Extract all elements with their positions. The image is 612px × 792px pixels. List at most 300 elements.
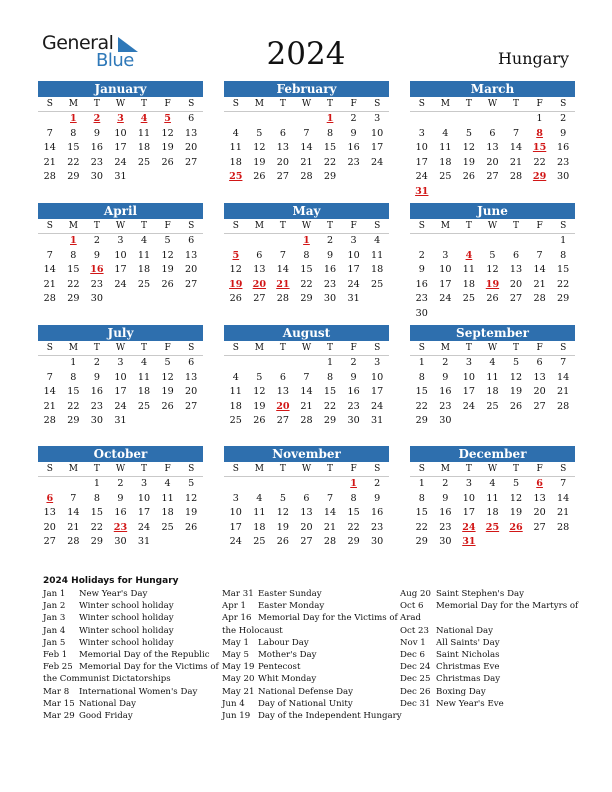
calendar-day: 10 [114, 371, 127, 383]
holiday-name: Memorial Day for the Victims of [79, 662, 219, 673]
holiday-entry [222, 588, 402, 600]
calendar-day: 23 [90, 400, 104, 412]
holiday-name: International Women's Day [79, 686, 198, 697]
calendar-day: 29 [300, 293, 313, 305]
month-july [38, 325, 203, 429]
holiday-entry [43, 612, 223, 624]
weekday-label: S [365, 97, 389, 112]
calendar-day: 11 [486, 371, 499, 383]
calendar-day: 9 [560, 127, 567, 139]
holiday-name: Saint Nicholas [436, 650, 500, 661]
holiday-entry [43, 625, 223, 637]
calendar-day: 14 [300, 142, 313, 154]
calendar-day: 23 [90, 156, 104, 168]
calendar-day: 22 [323, 400, 337, 412]
weekday-label: T [318, 462, 342, 477]
calendar-day: 7 [560, 357, 567, 368]
month-grid [38, 341, 203, 429]
holidays-column [400, 588, 580, 710]
month-header: April [38, 203, 203, 219]
weekday-label: F [528, 462, 552, 477]
calendar-day: 2 [418, 249, 425, 261]
holiday-name: National Defense Day [258, 686, 354, 697]
calendar-day: 16 [557, 142, 570, 154]
holiday-date: Mar 8 [43, 686, 70, 697]
calendar-day: 14 [323, 507, 337, 519]
calendar-day: 30 [323, 293, 337, 305]
calendar-day: 13 [185, 371, 198, 383]
weekday-label: M [62, 462, 86, 477]
weekday-label: S [38, 219, 62, 234]
calendar-day: 22 [533, 156, 546, 168]
calendar-day: 13 [276, 142, 290, 154]
calendar-day: 30 [90, 293, 104, 305]
calendar-day: 25 [137, 400, 151, 412]
month-header: December [410, 446, 575, 462]
calendar-day: 30 [439, 536, 452, 548]
weekday-label: F [342, 97, 366, 112]
calendar-day: 6 [188, 357, 195, 368]
calendar-day: 9 [350, 371, 357, 383]
calendar-day: 8 [326, 127, 334, 139]
calendar-day: 11 [486, 492, 499, 504]
holiday-date: May 20 [222, 674, 255, 685]
calendar-day: 1 [70, 357, 77, 368]
weekday-label: T [271, 97, 295, 112]
calendar-day: 1 [536, 113, 543, 124]
calendar-day: 9 [93, 127, 100, 139]
calendar-day: 6 [188, 113, 195, 124]
calendar-day: 21 [300, 156, 313, 168]
blank-day [38, 112, 62, 127]
calendar-day: 9 [326, 249, 334, 261]
calendar-day: 28 [300, 171, 313, 183]
calendar-day: 3 [350, 235, 357, 246]
calendar-day: 28 [557, 521, 570, 533]
blank-day [224, 234, 248, 249]
weekday-label: S [551, 462, 575, 477]
calendar-day: 27 [185, 400, 198, 412]
calendar-day: 5 [489, 249, 496, 261]
calendar-day: 6 [512, 249, 520, 261]
calendar-day: 12 [509, 371, 523, 383]
holiday-day: 25 [229, 171, 243, 183]
holiday-name: Christmas Day [436, 674, 501, 685]
weekday-label: T [504, 219, 528, 234]
calendar-day: 9 [374, 492, 381, 504]
holiday-day: 19 [485, 278, 500, 290]
calendar-day: 5 [256, 371, 263, 383]
country-label: Hungary [497, 49, 569, 68]
calendar-day: 16 [114, 507, 127, 519]
month-grid [38, 97, 203, 185]
calendar-day: 23 [439, 521, 452, 533]
month-october [38, 446, 203, 550]
holiday-date: Jun 19 [222, 711, 251, 722]
calendar-day: 4 [140, 235, 148, 246]
month-header: February [224, 81, 389, 97]
calendar-day: 20 [185, 264, 198, 276]
blank-day [271, 356, 295, 371]
calendar-day: 5 [164, 235, 171, 246]
calendar-day: 10 [371, 127, 384, 139]
calendar-day: 17 [371, 142, 384, 154]
blank-day [38, 234, 62, 249]
blank-day [434, 234, 458, 249]
weekday-label: S [410, 219, 434, 234]
weekday-label: S [179, 97, 203, 112]
calendar-day: 4 [374, 235, 381, 246]
calendar-day: 13 [43, 507, 56, 519]
weekday-label: T [271, 219, 295, 234]
calendar-day: 17 [439, 278, 452, 290]
calendar-day: 10 [415, 142, 428, 154]
calendar-day: 15 [300, 264, 313, 276]
holiday-name: Memorial Day for the Martyrs of [436, 601, 579, 612]
calendar-day: 26 [509, 400, 523, 412]
calendar-day: 14 [509, 142, 523, 154]
calendar-day: 7 [70, 492, 77, 504]
holiday-name: Labour Day [258, 637, 309, 648]
holiday-date: Jan 3 [43, 613, 66, 624]
weekday-label: T [457, 97, 481, 112]
calendar-day: 22 [300, 278, 313, 290]
holiday-entry [400, 698, 580, 710]
calendar-day: 27 [253, 293, 266, 305]
holiday-name: New Year's Eve [436, 698, 504, 709]
calendar-day: 28 [43, 415, 56, 427]
weekday-label: F [342, 341, 366, 356]
weekday-label: S [551, 219, 575, 234]
month-header: September [410, 325, 575, 341]
calendar-day: 25 [137, 278, 151, 290]
calendar-day: 22 [557, 278, 570, 290]
weekday-label: W [295, 462, 319, 477]
weekday-label: T [132, 341, 156, 356]
blank-day [481, 112, 505, 127]
calendar-day: 18 [137, 264, 151, 276]
holiday-date: Apr 1 [222, 601, 247, 612]
blank-day [434, 112, 458, 127]
calendar-day: 15 [67, 142, 80, 154]
calendar-day: 26 [462, 171, 476, 183]
weekday-label: T [457, 219, 481, 234]
calendar-day: 26 [253, 171, 266, 183]
weekday-label: T [132, 97, 156, 112]
calendar-day: 11 [253, 507, 266, 519]
calendar-day: 16 [90, 142, 104, 154]
calendar-day: 22 [415, 400, 428, 412]
calendar-day: 10 [229, 507, 242, 519]
calendar-day: 5 [188, 478, 195, 489]
holiday-date: Feb 1 [43, 650, 68, 661]
weekday-label: T [318, 97, 342, 112]
calendar-day: 19 [253, 400, 266, 412]
holiday-entry [400, 661, 580, 673]
weekday-label: S [179, 219, 203, 234]
holidays-column [222, 588, 402, 722]
holiday-day: 2 [93, 113, 101, 124]
holiday-name: National Day [436, 625, 494, 636]
calendar-day: 12 [161, 127, 174, 139]
holiday-entry [222, 673, 402, 685]
weekday-label: T [271, 462, 295, 477]
calendar-day: 29 [347, 536, 360, 548]
holiday-entry [43, 686, 223, 698]
calendar-day: 2 [117, 478, 124, 489]
weekday-label: S [551, 341, 575, 356]
holiday-day: 4 [140, 113, 148, 124]
holiday-date: May 1 [222, 637, 249, 648]
holiday-entry [222, 661, 402, 673]
weekday-label: F [156, 97, 180, 112]
holiday-name: New Year's Day [79, 589, 148, 599]
month-grid [224, 219, 389, 307]
calendar-day: 18 [229, 400, 242, 412]
weekday-label: S [410, 462, 434, 477]
holiday-date: Jan 4 [43, 625, 66, 636]
calendar-day: 24 [137, 521, 151, 533]
calendar-day: 12 [509, 492, 523, 504]
holidays-title: 2024 Holidays for Hungary [43, 576, 179, 586]
weekday-label: W [295, 219, 319, 234]
calendar-day: 17 [114, 142, 127, 154]
holiday-name: Winter school holiday [79, 601, 174, 612]
calendar-day: 26 [185, 521, 198, 533]
calendar-day: 28 [300, 415, 313, 427]
weekday-label: W [295, 341, 319, 356]
calendar-day: 18 [371, 264, 384, 276]
month-april [38, 203, 203, 307]
weekday-label: M [248, 219, 272, 234]
calendar-day: 3 [232, 492, 239, 504]
calendar-day: 24 [347, 278, 360, 290]
holiday-name: Winter school holiday [79, 613, 174, 624]
weekday-label: W [481, 341, 505, 356]
calendar-day: 3 [117, 235, 124, 246]
calendar-day: 24 [114, 156, 127, 168]
holiday-name: Pentecost [258, 662, 301, 673]
calendar-day: 30 [90, 171, 104, 183]
calendar-day: 14 [533, 264, 546, 276]
holiday-date: Mar 29 [43, 711, 75, 722]
month-header: June [410, 203, 575, 219]
calendar-day: 20 [533, 507, 546, 519]
calendar-day: 6 [279, 371, 286, 383]
holiday-date: May 5 [222, 650, 249, 661]
calendar-day: 4 [232, 371, 239, 383]
month-header: January [38, 81, 203, 97]
calendar-day: 8 [560, 249, 567, 261]
blank-day [271, 234, 295, 249]
calendar-day: 24 [415, 171, 428, 183]
calendar-day: 10 [114, 127, 127, 139]
weekday-label: T [318, 219, 342, 234]
calendar-day: 16 [415, 278, 428, 290]
holiday-date: Oct 23 [400, 625, 429, 636]
blank-day [248, 356, 272, 371]
calendar-day: 11 [439, 142, 452, 154]
calendar-day: 5 [256, 127, 263, 139]
calendar-day: 3 [418, 127, 425, 139]
weekday-label: W [481, 219, 505, 234]
weekday-label: T [271, 341, 295, 356]
weekday-label: S [365, 341, 389, 356]
calendar-day: 6 [489, 127, 496, 139]
calendar-day: 10 [462, 492, 476, 504]
calendar-day: 6 [279, 127, 286, 139]
blank-day [457, 112, 481, 127]
holiday-day: 5 [232, 249, 240, 261]
calendar-day: 15 [415, 507, 428, 519]
calendar-day: 29 [323, 171, 337, 183]
calendar-day: 30 [90, 415, 104, 427]
calendar-day: 16 [90, 386, 104, 398]
calendar-day: 10 [371, 371, 384, 383]
holiday-date: Mar 15 [43, 698, 75, 709]
calendar-day: 2 [350, 113, 357, 124]
weekday-label: S [224, 97, 248, 112]
weekday-label: S [365, 219, 389, 234]
blank-day [38, 356, 62, 371]
calendar-day: 11 [137, 127, 151, 139]
calendar-day: 3 [117, 357, 124, 368]
calendar-day: 21 [509, 156, 523, 168]
calendar-day: 25 [229, 415, 242, 427]
calendar-day: 25 [462, 293, 476, 305]
holiday-name: Day of the Independent Hungary [258, 711, 402, 722]
calendar-day: 10 [439, 264, 452, 276]
holiday-name: Easter Monday [258, 601, 325, 612]
calendar-day: 14 [67, 507, 80, 519]
calendar-day: 21 [300, 400, 313, 412]
calendar-day: 27 [185, 156, 198, 168]
calendar-day: 2 [560, 113, 567, 124]
calendar-day: 14 [43, 386, 56, 398]
month-august [224, 325, 389, 429]
calendar-day: 31 [114, 415, 127, 427]
month-header: November [224, 446, 389, 462]
calendar-day: 15 [67, 386, 80, 398]
blank-day [248, 477, 272, 492]
weekday-label: W [109, 341, 133, 356]
calendar-day: 28 [43, 171, 56, 183]
logo-blue-text: Blue [96, 50, 134, 71]
calendar-day: 27 [300, 536, 313, 548]
calendar-day: 7 [279, 249, 286, 261]
calendar-day: 29 [67, 293, 80, 305]
weekday-label: F [156, 462, 180, 477]
calendar-day: 26 [486, 293, 499, 305]
calendar-day: 6 [303, 492, 310, 504]
calendar-day: 24 [114, 278, 127, 290]
calendar-day: 13 [185, 249, 198, 261]
calendar-day: 24 [439, 293, 452, 305]
calendar-day: 25 [137, 156, 151, 168]
calendar-day: 30 [439, 415, 452, 427]
weekday-label: T [85, 97, 109, 112]
calendar-day: 14 [43, 264, 56, 276]
calendar-day: 12 [185, 492, 198, 504]
calendar-day: 13 [185, 127, 198, 139]
calendar-day: 13 [533, 371, 546, 383]
weekday-label: S [410, 97, 434, 112]
calendar-day: 26 [229, 293, 242, 305]
weekday-label: T [504, 97, 528, 112]
calendar-day: 19 [253, 156, 266, 168]
calendar-day: 29 [67, 415, 80, 427]
calendar-day: 7 [303, 371, 310, 383]
holiday-name: Whit Monday [258, 674, 317, 685]
calendar-day: 30 [557, 171, 570, 183]
weekday-label: M [62, 219, 86, 234]
calendar-day: 20 [276, 156, 290, 168]
blank-day [504, 234, 528, 249]
weekday-label: M [434, 341, 458, 356]
calendar-day: 5 [279, 492, 286, 504]
weekday-label: T [85, 341, 109, 356]
holiday-entry [222, 600, 402, 612]
weekday-label: F [342, 219, 366, 234]
calendar-day: 28 [557, 400, 570, 412]
calendar-day: 21 [557, 386, 570, 398]
weekday-label: T [318, 341, 342, 356]
calendar-day: 2 [350, 357, 357, 368]
holiday-name: Day of National Unity [258, 698, 353, 709]
blank-day [481, 234, 505, 249]
calendar-day: 3 [442, 249, 449, 261]
calendar-day: 11 [462, 264, 476, 276]
calendar-day: 7 [46, 371, 53, 383]
calendar-day: 25 [371, 278, 384, 290]
blank-day [295, 356, 319, 371]
holiday-day: 31 [462, 536, 476, 548]
calendar-day: 8 [326, 371, 334, 383]
calendar-day: 31 [371, 415, 384, 427]
calendar-day: 20 [185, 386, 198, 398]
page-title: 2024 [266, 36, 346, 72]
calendar-day: 4 [489, 478, 496, 489]
blank-day [248, 234, 272, 249]
calendar-day: 27 [533, 521, 546, 533]
weekday-label: T [457, 341, 481, 356]
calendar-day: 27 [43, 536, 56, 548]
calendar-day: 19 [185, 507, 198, 519]
calendar-day: 23 [323, 278, 337, 290]
calendar-day: 3 [465, 357, 472, 368]
weekday-label: W [295, 97, 319, 112]
calendar-day: 4 [164, 478, 171, 489]
calendar-day: 13 [253, 264, 266, 276]
calendar-day: 4 [232, 127, 239, 139]
calendar-day: 2 [326, 235, 334, 246]
calendar-day: 22 [323, 156, 337, 168]
calendar-day: 20 [185, 142, 198, 154]
calendar-day: 12 [161, 249, 174, 261]
calendar-day: 17 [229, 521, 242, 533]
holiday-entry [43, 588, 223, 600]
calendar-day: 28 [67, 536, 80, 548]
calendar-day: 25 [486, 400, 499, 412]
calendar-day: 26 [161, 278, 174, 290]
calendar-day: 11 [371, 249, 384, 261]
calendar-day: 19 [161, 386, 174, 398]
calendar-day: 7 [512, 127, 520, 139]
calendar-day: 29 [90, 536, 104, 548]
weekday-label: S [224, 341, 248, 356]
month-grid [410, 219, 575, 322]
weekday-label: S [38, 341, 62, 356]
